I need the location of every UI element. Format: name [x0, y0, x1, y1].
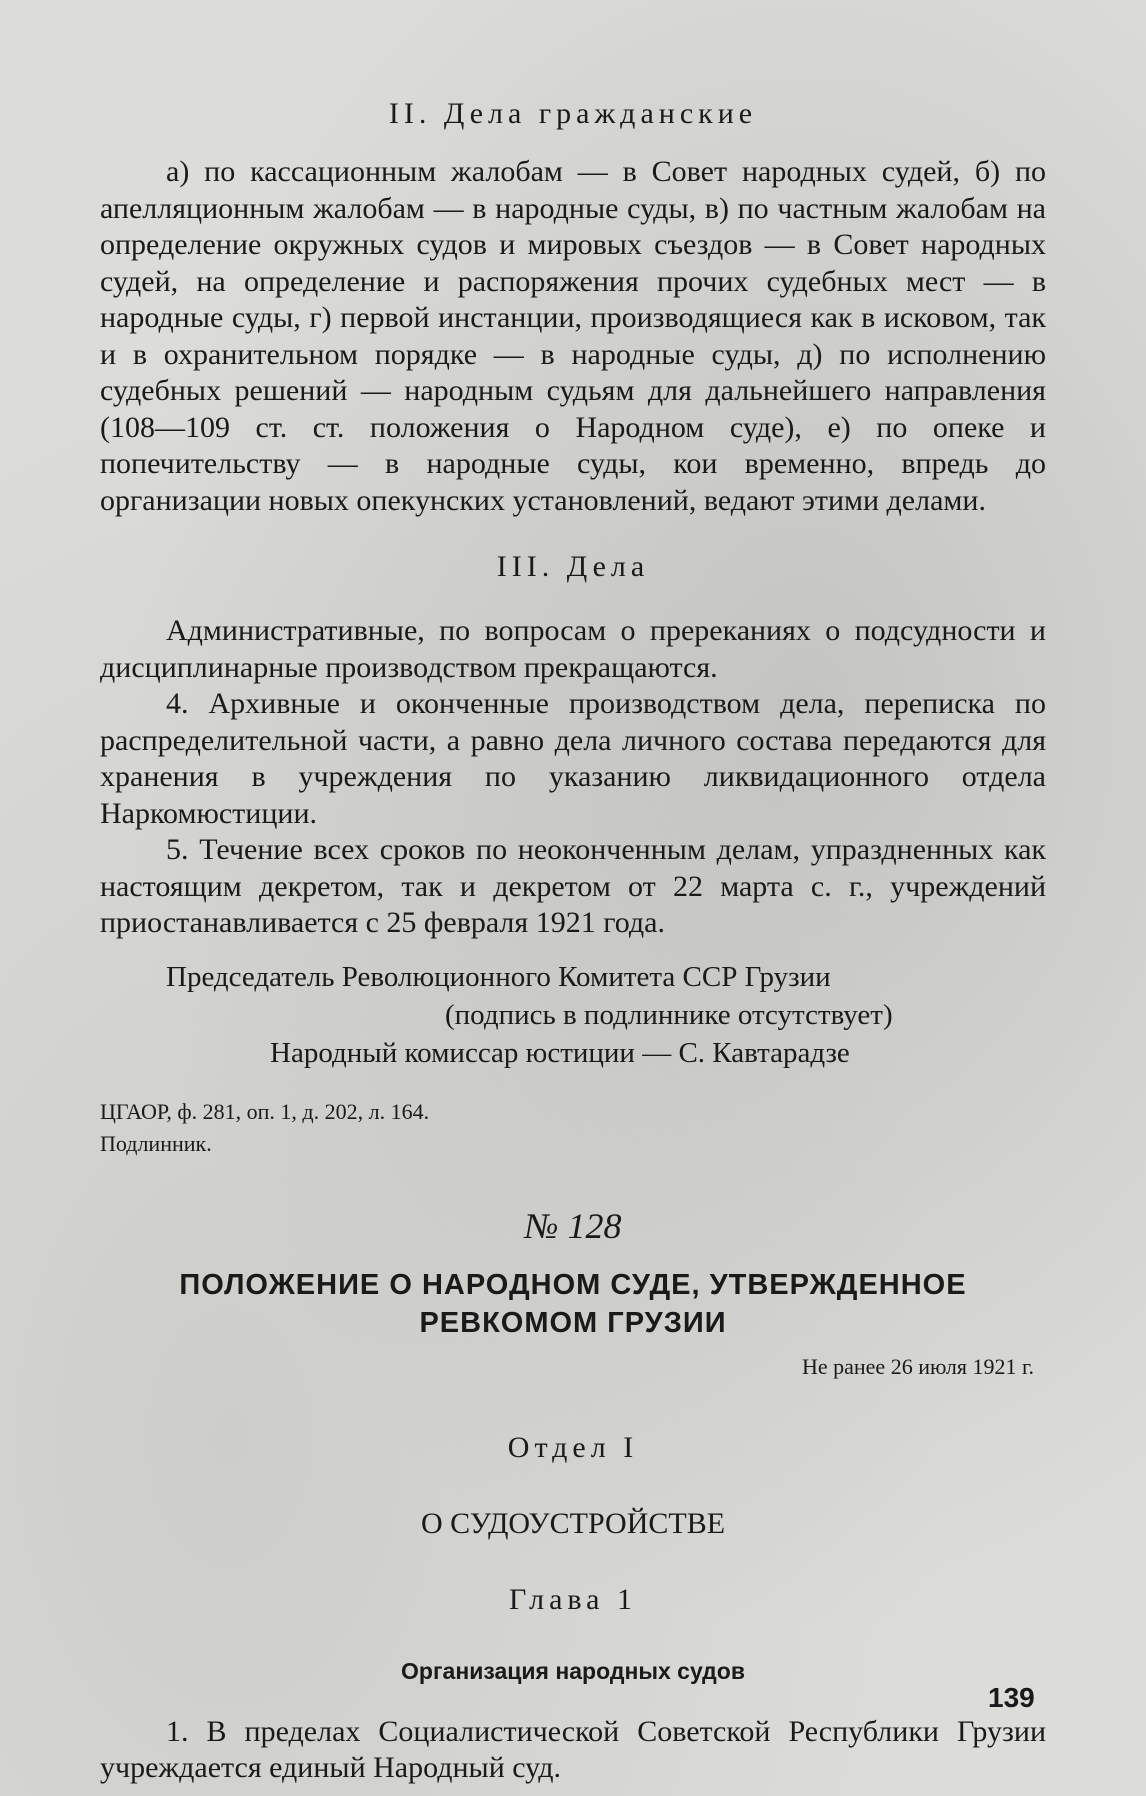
item-4-paragraph: 4. Архивные и оконченные производством дела, переписка по распределительной части, а равно дела личного состава передаются для хранения в учреждения по указанию ликвидационного отдела Наркомюстиции. [100, 687, 1046, 830]
signature-commissar: Народный комиссар юстиции — С. Кавтарадзе [270, 1036, 850, 1069]
section-one-title: О СУДОУСТРОЙСТВЕ [420, 1506, 726, 1540]
section-civil-heading: II. Дела гражданские [388, 97, 758, 130]
item-5-paragraph: 5. Течение всех сроков по неоконченным делам, упраздненных как настоящим декретом, так и декретом от 22 марта с. г., учреждений приостанавливается с 25 февраля 1921 года. [100, 833, 1046, 939]
document-number: № 128 [524, 1205, 622, 1246]
archive-note: Подлинник. [100, 1130, 212, 1156]
section-affairs-paragraph: Административные, по вопросам о пререканиях о подсудности и дисциплинарные производством прекращаются. [100, 614, 1046, 684]
section-one-heading: Отдел I [507, 1430, 639, 1464]
section-civil-paragraph: а) по кассационным жалобам — в Совет народных судей, б) по апелляционным жалобам — в народные суды, в) по частным жалобам на определение окружных судов и мировых съездов — в Совет народных судей, на определение и распоряжения прочих судебных мест — в народные суды, г) первой инстанции, производящиеся как в исковом, так и в охранительном порядке — в народные суды, д) по исполнению судебных решений — народным судьям для дальнейшего направления (108—109 ст. ст. положения о Народном суде), е) по опеке и попечительству — в народные суды, кои временно, впредь до организации новых опекунских установлений, ведают этими делами. [100, 155, 1046, 517]
page-content [100, 96, 1046, 1787]
signature-note: (подпись в подлиннике отсутствует) [445, 998, 893, 1031]
document-title-line2: РЕВКОМОМ ГРУЗИИ [419, 1306, 727, 1339]
signature-chairman: Председатель Революционного Комитета ССР Грузии [166, 960, 831, 993]
section-affairs-heading: III. Дела [496, 550, 650, 583]
chapter-one-heading: Глава 1 [509, 1582, 637, 1616]
archive-reference: ЦГАОР, ф. 281, оп. 1, д. 202, л. 164. [100, 1098, 430, 1124]
chapter-one-title: Организация народных судов [401, 1657, 745, 1684]
document-title-line1: ПОЛОЖЕНИЕ О НАРОДНОМ СУДЕ, УТВЕРЖДЕННОЕ [179, 1268, 967, 1301]
page-number: 139 [988, 1682, 1035, 1713]
chapter-one-paragraph: 1. В пределах Социалистической Советской Республики Грузии учреждается единый Народный суд. [100, 1714, 1046, 1784]
document-date: Не ранее 26 июля 1921 г. [801, 1353, 1034, 1379]
